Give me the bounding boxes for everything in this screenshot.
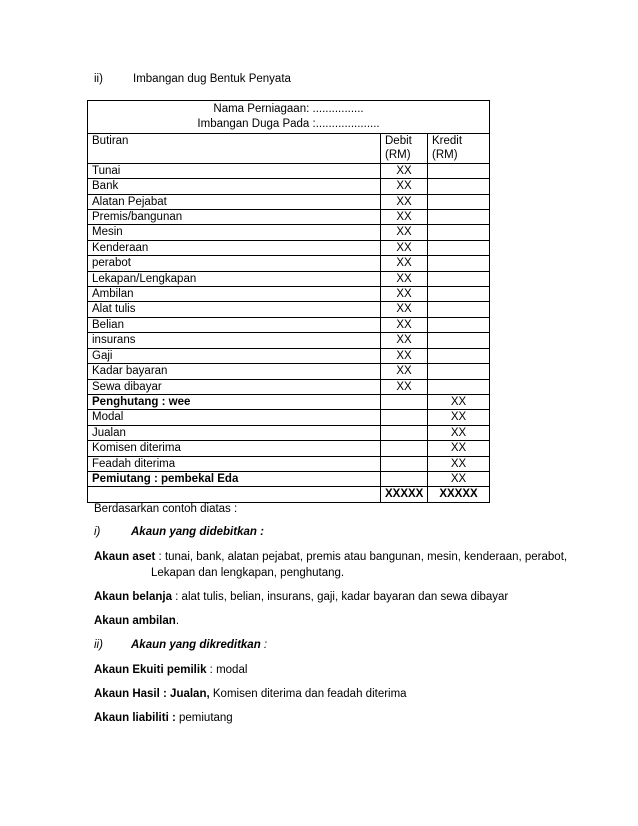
table-row [88, 163, 490, 178]
cell-debit: XX [381, 179, 428, 194]
cell-debit: XX [381, 225, 428, 240]
cell-credit [428, 379, 490, 394]
table-row [88, 425, 490, 440]
table-row [88, 302, 490, 317]
table-row [88, 317, 490, 332]
cell-item: Alatan Pejabat [88, 194, 381, 209]
cell-debit: XX [381, 163, 428, 178]
cell-debit: XX [381, 317, 428, 332]
table-title-row [88, 101, 490, 134]
cell-credit: XX [428, 425, 490, 440]
cell-credit [428, 271, 490, 286]
table-row [88, 240, 490, 255]
header-debit: Debit (RM) [381, 134, 428, 164]
cell-credit [428, 225, 490, 240]
asset-accounts-line: Akaun aset : tunai, bank, alatan pejabat, premis atau bangunan, mesin, kenderaan, perabot, [94, 551, 568, 563]
table-header-row [88, 134, 490, 164]
cell-debit: XX [381, 364, 428, 379]
cell-item: Gaji [88, 348, 381, 363]
header-credit: Kredit (RM) [428, 134, 490, 164]
cell-item: Premis/bangunan [88, 210, 381, 225]
table-row [88, 256, 490, 271]
cell-item: Bank [88, 179, 381, 194]
table-row [88, 379, 490, 394]
asset-accounts-line-2: Lekapan dan lengkapan, penghutang. [151, 567, 345, 579]
total-credit: XXXXX [428, 487, 490, 502]
cell-debit [381, 456, 428, 471]
header-item: Butiran [88, 134, 381, 164]
table-row [88, 333, 490, 348]
cell-item: Feadah diterima [88, 456, 381, 471]
cell-debit: XX [381, 333, 428, 348]
cell-item: Penghutang : wee [88, 394, 381, 409]
cell-item: Belian [88, 317, 381, 332]
cell-item: Modal [88, 410, 381, 425]
cell-credit: XX [428, 394, 490, 409]
cell-item: Ambilan [88, 287, 381, 302]
table-row [88, 271, 490, 286]
cell-item: perabot [88, 256, 381, 271]
cell-credit [428, 210, 490, 225]
section-heading [94, 73, 291, 85]
cell-credit [428, 163, 490, 178]
cell-credit [428, 256, 490, 271]
cell-debit [381, 394, 428, 409]
cell-credit [428, 317, 490, 332]
cell-debit [381, 425, 428, 440]
cell-credit [428, 240, 490, 255]
table-row [88, 225, 490, 240]
cell-item: Sewa dibayar [88, 379, 381, 394]
business-name-line: Nama Perniagaan: ................ [213, 103, 364, 115]
cell-debit: XX [381, 256, 428, 271]
table-row [88, 471, 490, 486]
table-total-row [88, 487, 490, 502]
cell-item: Pemiutang : pembekal Eda [88, 471, 381, 486]
liability-accounts-line: Akaun liabiliti : pemiutang [94, 712, 233, 724]
debit-accounts-heading: i) Akaun yang didebitkan : [94, 526, 264, 538]
cell-credit: XX [428, 441, 490, 456]
table-row [88, 194, 490, 209]
cell-credit: XX [428, 471, 490, 486]
trial-balance-date-line: Imbangan Duga Pada :.................... [197, 118, 380, 130]
table-row [88, 410, 490, 425]
table-row [88, 210, 490, 225]
revenue-accounts-line: Akaun Hasil : Jualan, Komisen diterima dan feadah diterima [94, 688, 407, 700]
cell-item: Mesin [88, 225, 381, 240]
cell-credit [428, 364, 490, 379]
table-row [88, 287, 490, 302]
cell-credit [428, 348, 490, 363]
cell-debit: XX [381, 302, 428, 317]
notes-intro: Berdasarkan contoh diatas : [94, 503, 238, 515]
table-row [88, 441, 490, 456]
cell-item: Tunai [88, 163, 381, 178]
drawings-account-line: Akaun ambilan. [94, 615, 180, 627]
total-debit: XXXXX [381, 487, 428, 502]
cell-debit: XX [381, 194, 428, 209]
credit-accounts-heading: ii) Akaun yang dikreditkan : [94, 639, 268, 651]
cell-item: insurans [88, 333, 381, 348]
cell-debit [381, 410, 428, 425]
cell-item: Alat tulis [88, 302, 381, 317]
section-title: Imbangan dug Bentuk Penyata [133, 73, 291, 85]
cell-item: Kadar bayaran [88, 364, 381, 379]
cell-item: Komisen diterima [88, 441, 381, 456]
owner-equity-line: Akaun Ekuiti pemilik : modal [94, 664, 248, 676]
cell-credit [428, 287, 490, 302]
trial-balance-table [87, 100, 490, 503]
section-number: ii) [94, 73, 103, 85]
cell-debit: XX [381, 210, 428, 225]
cell-debit [381, 441, 428, 456]
cell-total-label [88, 487, 381, 502]
cell-credit [428, 179, 490, 194]
table-row [88, 364, 490, 379]
cell-debit: XX [381, 271, 428, 286]
table-title-cell [88, 101, 490, 134]
table-row [88, 456, 490, 471]
cell-debit: XX [381, 287, 428, 302]
table-row [88, 394, 490, 409]
cell-debit: XX [381, 379, 428, 394]
expense-accounts-line: Akaun belanja : alat tulis, belian, insurans, gaji, kadar bayaran dan sewa dibayar [94, 591, 509, 603]
cell-item: Lekapan/Lengkapan [88, 271, 381, 286]
table-row [88, 348, 490, 363]
cell-credit: XX [428, 456, 490, 471]
cell-debit: XX [381, 240, 428, 255]
cell-item: Kenderaan [88, 240, 381, 255]
cell-credit [428, 302, 490, 317]
table-row [88, 179, 490, 194]
cell-debit [381, 471, 428, 486]
cell-item: Jualan [88, 425, 381, 440]
cell-debit: XX [381, 348, 428, 363]
cell-credit [428, 333, 490, 348]
cell-credit [428, 194, 490, 209]
cell-credit: XX [428, 410, 490, 425]
